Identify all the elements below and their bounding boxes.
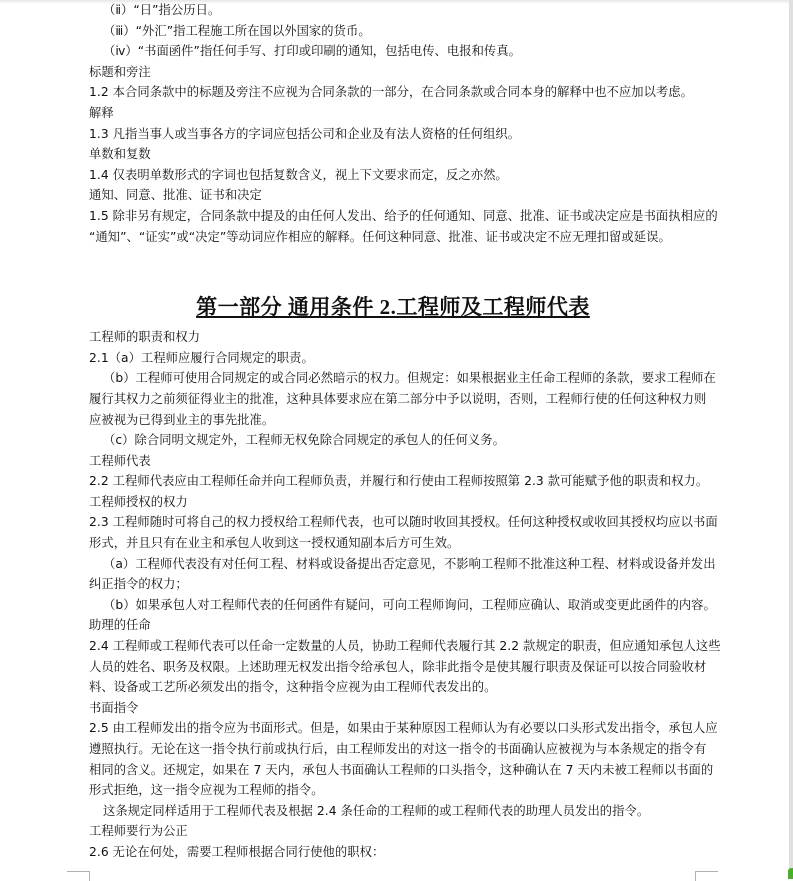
text-line: 2.5 由工程师发出的指令应为书面形式。但是，如果由于某种原因工程师认为有必要以口头形式发出指令，承包人应 (89, 721, 718, 736)
text-line: 1.3 凡指当事人或当事各方的字词应包括公司和企业及有法人资格的任何组织。 (89, 126, 521, 141)
scrollbar-track[interactable] (789, 0, 793, 879)
text-line: 工程师代表 (89, 453, 151, 468)
status-indicator-icon (788, 868, 793, 879)
text-line: 履行其权力之前须征得业主的批准，这种具体要求应在第二部分中予以说明，否则，工程师行使的任何这种权力则 (89, 391, 707, 406)
text-line: 应被视为已得到业主的事先批准。 (89, 412, 275, 427)
page-corner-mark-right (695, 871, 718, 881)
text-line: 单数和复数 (89, 147, 151, 162)
text-line: 2.1（a）工程师应履行合同规定的职责。 (89, 350, 314, 365)
text-line: “通知”、“证实”或“决定”等动词应作相应的解释。任何这种同意、批准、证书或决定不应无理扣留或延误。 (89, 229, 671, 244)
text-line: （ⅱ）“日”指公历日。 (103, 3, 221, 17)
text-line: 纠正指令的权力； (89, 577, 188, 592)
text-line: （ⅲ）“外汇”指工程施工所在国以外国家的货币。 (103, 23, 371, 38)
text-line: 标题和旁注 (89, 64, 151, 79)
text-line: （a）工程师代表没有对任何工程、材料或设备提出否定意见，不影响工程师不批准这种工程、材料或设备并发出 (103, 556, 716, 571)
engineer-section (89, 327, 721, 862)
section-title: 第一部分 通用条件 2.工程师及工程师代表 (196, 295, 590, 320)
text-line: （c）除合同明文规定外，工程师无权免除合同规定的承包人的任何义务。 (103, 433, 505, 448)
text-line: 工程师授权的权力 (89, 494, 188, 509)
text-line: 工程师要行为公正 (89, 824, 188, 839)
page-corner-mark-left (67, 871, 90, 881)
text-line: 书面指令 (89, 700, 139, 715)
text-line: 形式拒绝，这一指令应视为工程师的指令。 (89, 783, 324, 798)
text-line: 2.4 工程师或工程师代表可以任命一定数量的人员，协助工程师代表履行其 2.2 款规定的职责，但应通知承包人这些 (89, 639, 721, 654)
text-line: 解释 (89, 105, 114, 120)
text-line: （ⅳ）“书面函件”指任何手写、打印或印刷的通知，包括电传、电报和传真。 (103, 44, 521, 59)
text-line: （b）如果承包人对工程师代表的任何函件有疑问，可向工程师询问，工程师应确认、取消或变更此函件的内容。 (103, 597, 716, 612)
definitions-section (89, 0, 718, 247)
text-line: 形式，并且只有在业主和承包人收到这一授权通知副本后方可生效。 (89, 536, 460, 551)
text-line: 2.3 工程师随时可将自己的权力授权给工程师代表，也可以随时收回其授权。任何这种授权或收回其授权均应以书面 (89, 515, 718, 530)
text-line: 工程师的职责和权力 (89, 330, 201, 345)
document-page (89, 0, 721, 863)
text-line: 1.5 除非另有规定，合同条款中提及的由任何人发出、给予的任何通知、同意、批准、证书或决定应是书面执相应的 (89, 208, 718, 223)
text-line: 1.2 本合同条款中的标题及旁注不应视为合同条款的一部分，在合同条款或合同本身的解释中也不应加以考虑。 (89, 85, 693, 100)
text-line: 相同的含义。还规定，如果在 7 天内，承包人书面确认工程师的口头指令，这种确认在 7 天内未被工程师以书面的 (89, 762, 714, 777)
text-line: 2.2 工程师代表应由工程师任命并向工程师负责，并履行和行使由工程师按照第 2.3 款可能赋予他的职责和权力。 (89, 474, 709, 489)
text-line: 人员的姓名、职务及权限。上述助理无权发出指令给承包人，除非此指令是使其履行职责及保证可以按合同验收材 (89, 659, 707, 674)
text-line: 助理的任命 (89, 618, 151, 633)
text-line: 通知、同意、批准、证书和决定 (89, 188, 262, 203)
text-line: （b）工程师可使用合同规定的或合同必然暗示的权力。但规定：如果根据业主任命工程师的条款，要求工程师在 (103, 371, 716, 386)
text-line: 2.6 无论在何处，需要工程师根据合同行使他的职权： (89, 844, 385, 859)
text-line: 料、设备或工艺所必须发出的指令，这种指令应视为由工程师代表发出的。 (89, 680, 497, 695)
text-line: 1.4 仅表明单数形式的字词也包括复数含义，视上下文要求而定，反之亦然。 (89, 167, 508, 182)
text-line: 这条规定同样适用于工程师代表及根据 2.4 条任命的工程师的或工程师代表的助理人员发出的指令。 (103, 803, 650, 818)
text-line: 遵照执行。无论在这一指令执行前或执行后，由工程师发出的对这一指令的书面确认应被视为与本条规定的指令有 (89, 742, 707, 756)
